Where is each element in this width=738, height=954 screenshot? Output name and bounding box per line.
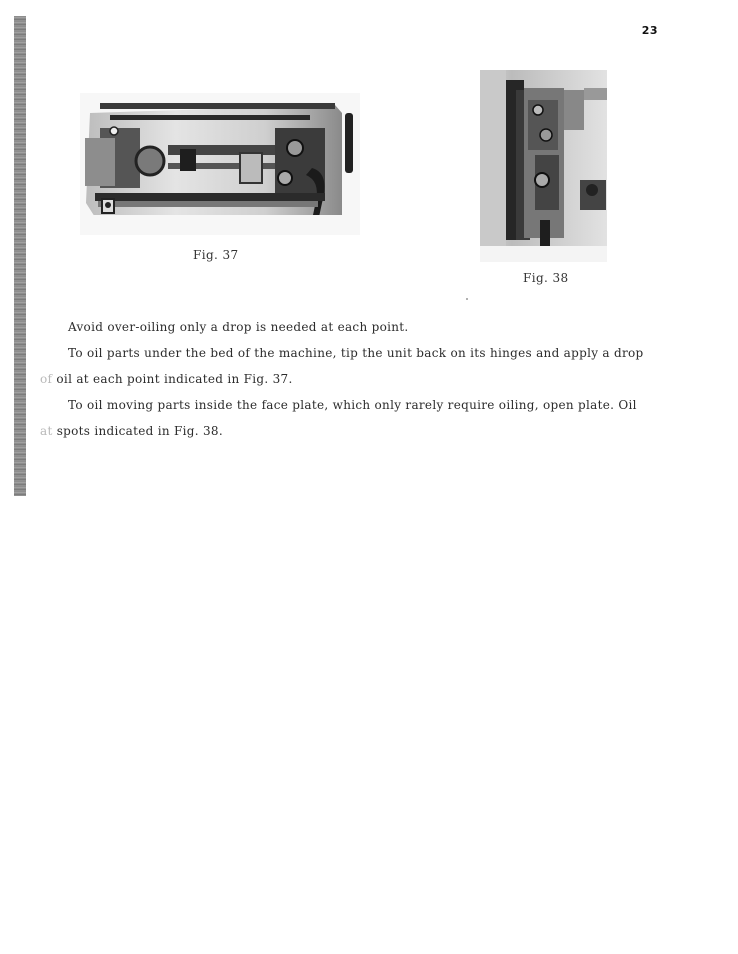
paragraph-3-line-2: spots indicated in Fig. 38. [56,424,223,438]
paragraph-3-line-1: To oil moving parts inside the face plate, which only rarely require oiling, open plate. Oil [68,398,637,412]
page-number: 23 [641,24,658,37]
paragraph-under-bed-continued [40,366,652,392]
fig-37-photo [80,93,360,235]
paragraph-2-line-2-prefix: of [40,372,53,386]
paragraph-2-line-1: To oil parts under the bed of the machine, tip the unit back on its hinges and apply a drop [68,346,644,360]
paragraph-2-line-2: oil at each point indicated in Fig. 37. [56,372,293,386]
fig-38-caption: Fig. 38 [523,271,569,285]
fig-37-caption: Fig. 37 [193,248,239,262]
paragraph-1-line-1: Avoid over-oiling only a drop is needed at each point. [68,320,409,334]
fig-38-photo [480,70,607,262]
paragraph-face-plate [68,392,652,418]
paragraph-face-plate-continued [40,418,652,444]
scan-speck [466,298,468,300]
paragraph-over-oiling [68,314,652,340]
paragraph-under-bed [68,340,652,366]
paragraph-3-line-2-prefix: at [40,424,53,438]
instructions-text [40,314,652,444]
scan-edge-shadow [14,16,26,496]
